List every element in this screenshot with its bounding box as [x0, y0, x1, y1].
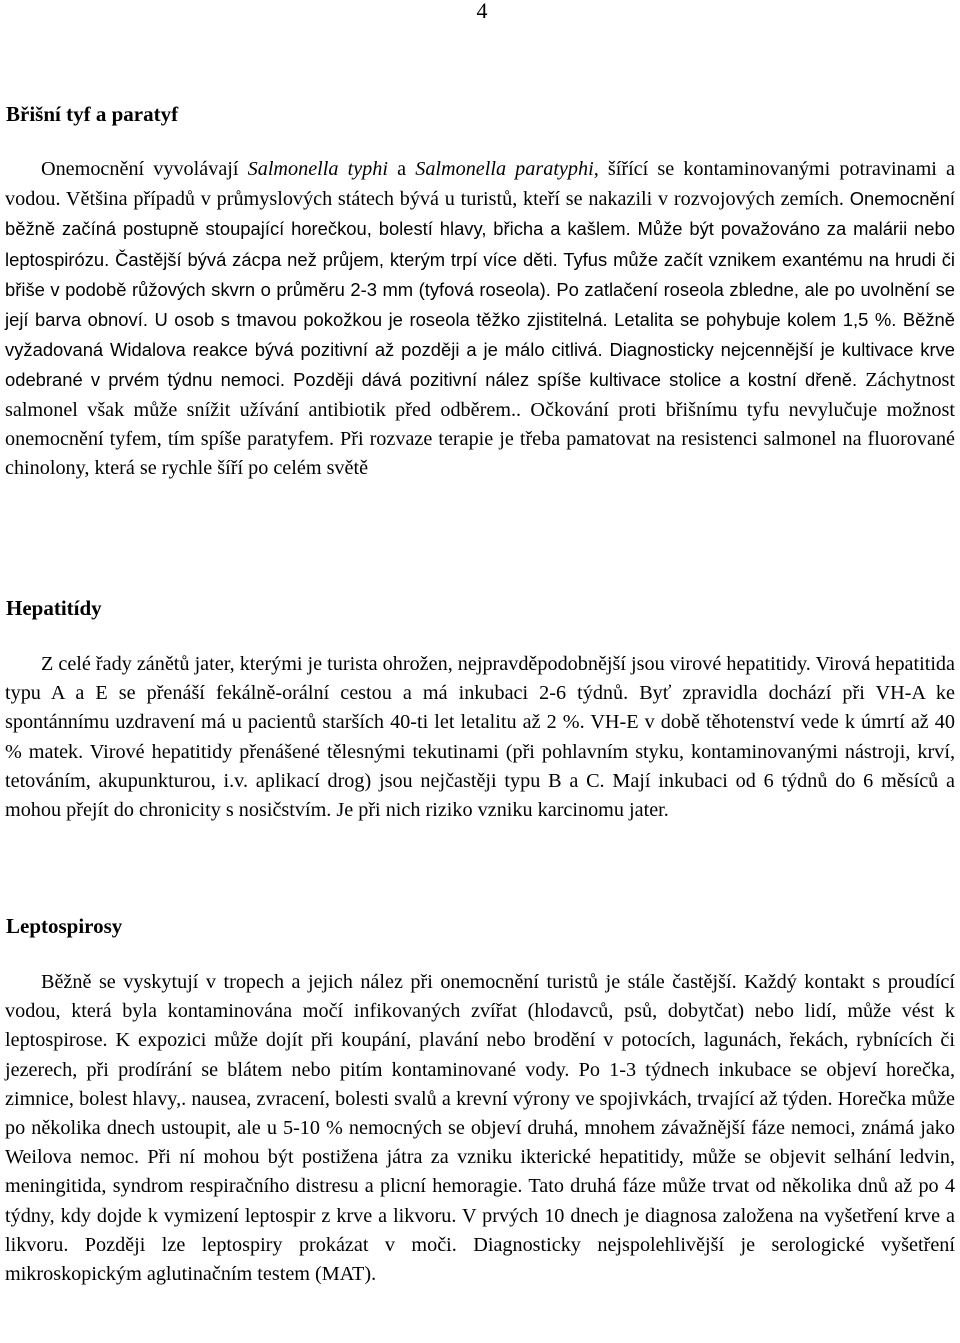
section-heading-leptospirosis: Leptospirosy — [6, 914, 123, 938]
section-paragraph-leptospirosis — [5, 968, 955, 1289]
text-run: Z celé řady zánětů jater, kterými je turista ohrožen, nejpravděpodobnější jsou virové hepatitidy. Virová hepatitida typu A a E se přenáší fekálně-orální cestou a má inkubaci 2-6 týdnů. Byť zpravidla dochází při VH-A ke spontánnímu uzdravení má u pacientů starších 40-ti let letalitu až 2 %. VH-E v době těhotenství vede k úmrtí až 40 % matek. Virové hepatitidy přenášené tělesnými tekutinami (při pohlavním styku, kontaminovanými nástroji, krví, tetováním, akupunkturou, i.v. aplikací drog) jsou nejčastěji typu B a C. Mají inkubaci od 6 týdnů do 6 měsíců a mohou přejít do chronicity s nosičstvím. Je při nich riziko vzniku karcinomu jater. — [5, 653, 955, 822]
text-run: Onemocnění běžně začíná postupně stoupající horečkou, bolestí hlavy, břicha a kašlem. Může být považováno za malárii nebo leptospirózu. Častější bývá zácpa než průjem, kterým trpí více děti. Tyfus může začít vznikem exantému na hrudi či břiše v podobě růžových skvrn o průměru 2-3 mm (tyfová roseola). Po zatlačení roseola zbledne, ale po uvolnění se její barva obnoví. U osob s tmavou pokožkou je roseola těžko zjistitelná. Letalita se pohybuje kolem 1,5 %. Běžně vyžadovaná Widalova reakce bývá pozitivní až později a je málo citlivá. Diagnosticky nejcennější je kultivace krve odebrané v prvém týdnu nemoci. Později dává pozitivní nález spíše kultivace stolice a kostní dřeně. — [5, 188, 955, 391]
text-run: Onemocnění vyvolávají — [41, 158, 248, 180]
section-paragraph-typhoid — [5, 155, 955, 483]
text-run: šířící se kontaminovanými potravinami a vodou. Většina případů v průmyslových státech bývá u turistů, kteří se nakazili v rozvojových zemích. — [5, 158, 956, 211]
section-paragraph-hepatitis — [5, 650, 955, 825]
text-run: Salmonella typhi — [247, 158, 388, 180]
section-heading-typhoid: Břišní tyf a paratyf — [6, 102, 179, 126]
text-run: Salmonella paratyphi, — [415, 158, 599, 180]
text-run: Záchytnost salmonel však může snížit užívání antibiotik před odběrem.. Očkování proti břišnímu tyfu nevylučuje možnost onemocnění tyfem, tím spíše paratyfem. Při rozvaze terapie je třeba pamatovat na resistenci salmonel na fluorované chinolony, která se rychle šíří po celém světě — [5, 369, 955, 480]
text-run: a — [387, 158, 416, 180]
text-run: Běžně se vyskytují v tropech a jejich nález při onemocnění turistů je stále častější. Každý kontakt s proudící vodou, která byla kontaminována močí infikovaných zvířat (hlodavců, psů, dobytčat) nebo lidí, může vést k leptospirose. K expozici může dojít při koupání, plavání nebo brodění v potocích, lagunách, řekách, rybnících či jezerech, při prodírání se blátem nebo pitím kontaminované vody. Po 1-3 týdnech inkubace se objeví horečka, zimnice, bolest hlavy,. nausea, zvracení, bolesti svalů a krevní výrony ve spojivkách, trvající až týden. Horečka může po několika dnech ustoupit, ale u 5-10 % nemocných se objeví druhá, mnohem závažnější fáze nemoci, známá jako Weilova nemoc. Při ní mohou být postižena játra za vzniku ikterické hepatitidy, může se objevit selhání ledvin, meningitida, syndrom respiračního distresu a plicní hemoragie. Tato druhá fáze může trvat od několika dnů až po 4 týdny, kdy dojde k vymizení leptospir z krve a likvoru. V prvých 10 dnech je diagnosa založena na vyšetření krve a likvoru. Později lze leptospiry prokázat v moči. Diagnosticky nejspolehlivější je serologické vyšetření mikroskopickým aglutinačním testem (MAT). — [5, 971, 955, 1286]
page-number: 4 — [476, 0, 488, 23]
section-heading-hepatitis: Hepatitídy — [6, 596, 102, 620]
